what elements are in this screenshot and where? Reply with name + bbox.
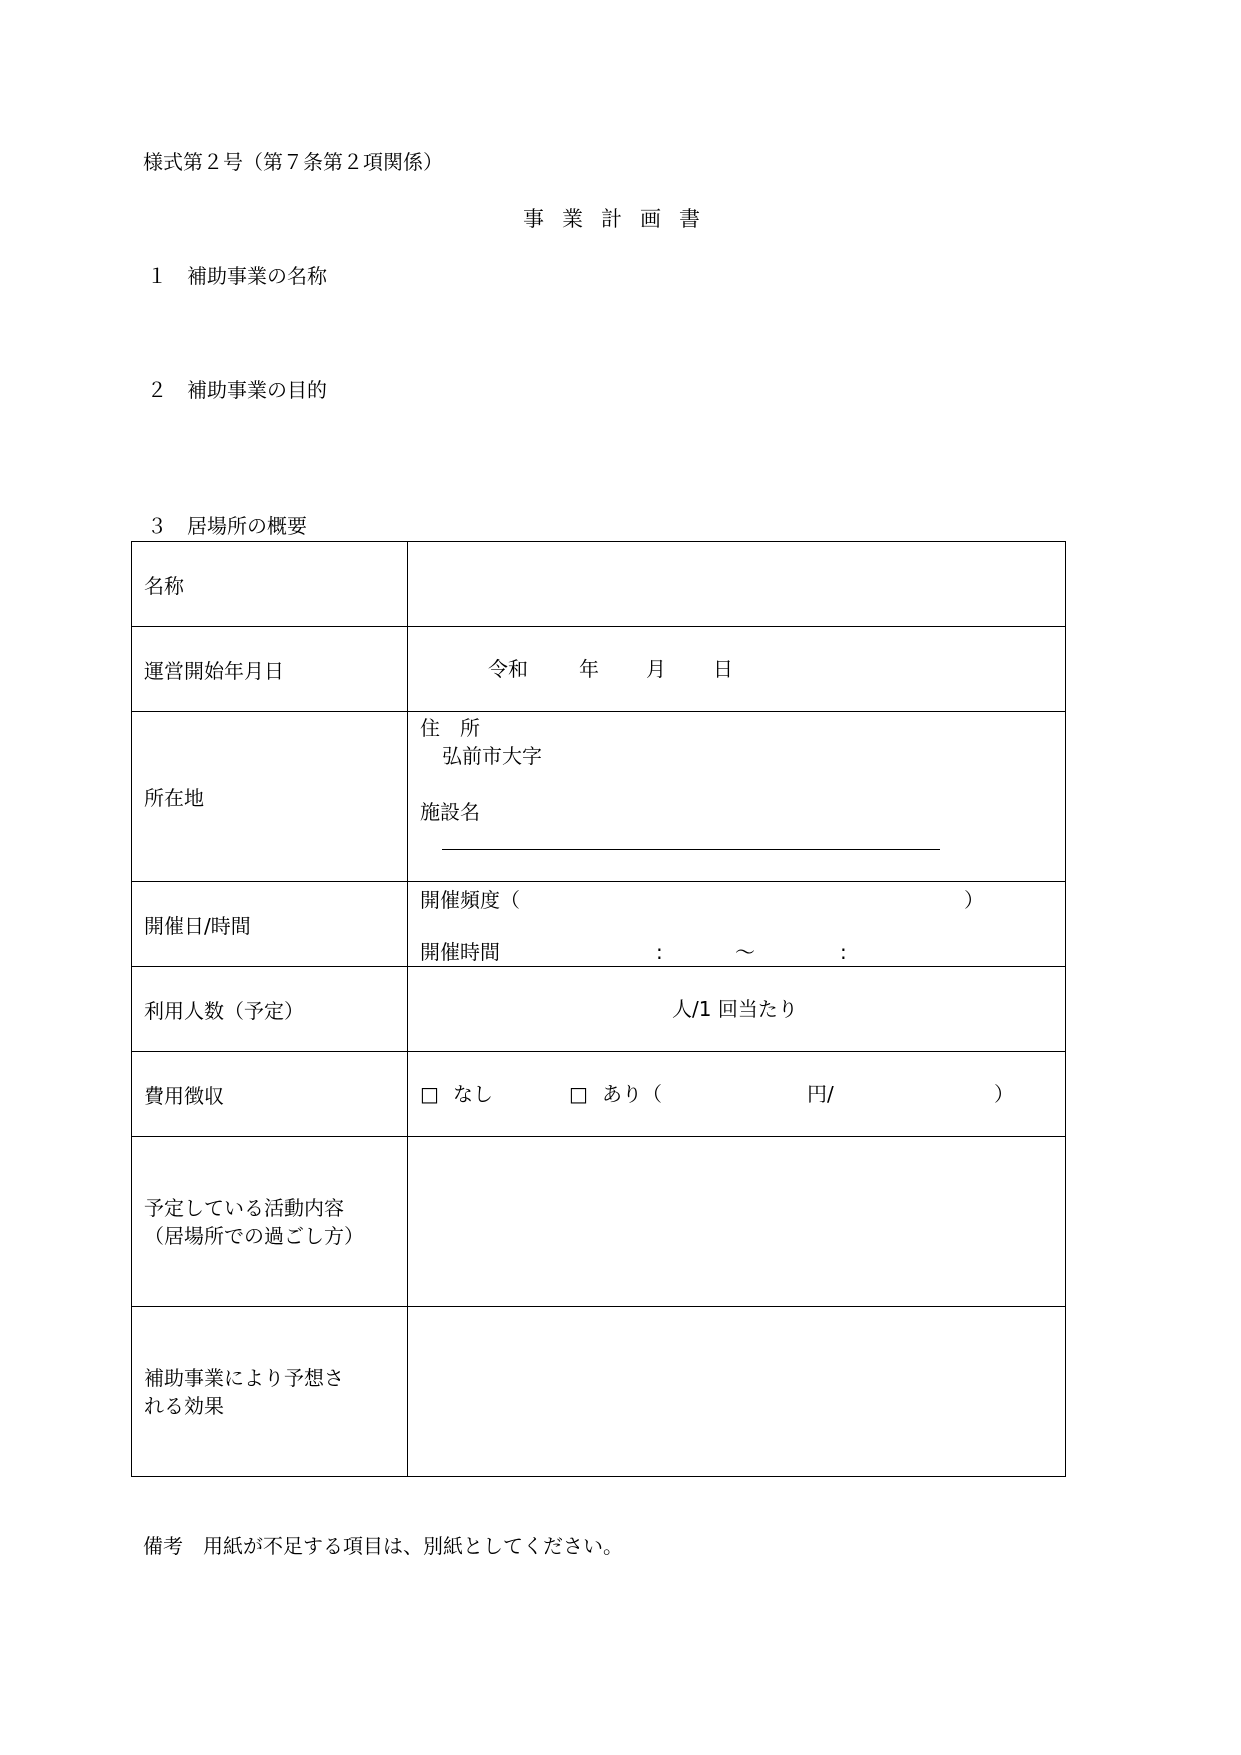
fee-none-checkbox[interactable]: □: [420, 1082, 439, 1106]
users-label: 利用人数（予定）: [132, 967, 408, 1052]
fee-yen-label: 円/: [807, 1082, 834, 1106]
name-label: 名称: [132, 542, 408, 627]
section-label: 補助事業の名称: [187, 264, 327, 288]
location-cell[interactable]: [408, 712, 1066, 882]
section-number: ３: [147, 514, 167, 538]
activities-cell[interactable]: [408, 1137, 1066, 1307]
month-text: 月: [646, 657, 666, 681]
facility-label: 施設名: [420, 800, 480, 824]
form-number: 様式第２号（第７条第２項関係）: [143, 150, 443, 174]
start-date-label: 運営開始年月日: [132, 627, 408, 712]
frequency-close: ）: [964, 888, 984, 912]
time-tilde: 〜: [735, 940, 755, 964]
users-cell[interactable]: [408, 967, 1066, 1052]
era-text: 令和: [488, 657, 528, 681]
facility-name-line: [442, 849, 940, 850]
row-effects: [132, 1307, 1066, 1477]
year-text: 年: [579, 657, 599, 681]
start-date-cell[interactable]: [408, 627, 1066, 712]
day-text: 日: [713, 657, 733, 681]
overview-table: [131, 541, 1066, 1477]
address-label: 住 所: [420, 716, 480, 740]
row-activities: [132, 1137, 1066, 1307]
section-label: 居場所の概要: [187, 514, 307, 538]
address-value: 弘前市大字: [442, 744, 542, 768]
row-location: [132, 712, 1066, 882]
document-title: 事業計画書: [523, 207, 718, 231]
fee-yes-label: あり（: [602, 1082, 662, 1106]
row-start-date: [132, 627, 1066, 712]
location-label: 所在地: [132, 712, 408, 882]
row-fee: [132, 1052, 1066, 1137]
frequency-label: 開催頻度（: [420, 888, 520, 912]
time-label: 開催時間: [420, 940, 500, 964]
section-number: ２: [147, 378, 167, 402]
fee-close: ）: [994, 1082, 1014, 1106]
fee-yes-checkbox[interactable]: □: [569, 1082, 588, 1106]
time-colon-end: :: [840, 940, 847, 964]
effects-label-line2: れる効果: [144, 1393, 224, 1418]
row-name: [132, 542, 1066, 627]
fee-cell: [408, 1052, 1066, 1137]
effects-cell[interactable]: [408, 1307, 1066, 1477]
section-label: 補助事業の目的: [187, 378, 327, 402]
activities-label-line1: 予定している活動内容: [144, 1195, 344, 1220]
section-2-heading: [147, 380, 327, 400]
section-3-heading: [147, 516, 307, 536]
effects-label: [132, 1307, 408, 1477]
section-number: １: [147, 264, 167, 288]
schedule-cell[interactable]: [408, 882, 1066, 967]
effects-label-line1: 補助事業により予想さ: [144, 1365, 344, 1390]
row-users: [132, 967, 1066, 1052]
name-value-cell[interactable]: [408, 542, 1066, 627]
row-schedule: [132, 882, 1066, 967]
schedule-label: 開催日/時間: [132, 882, 408, 967]
activities-label: [132, 1137, 408, 1307]
remarks-note: 備考 用紙が不足する項目は、別紙としてください。: [143, 1534, 623, 1558]
fee-none-label: なし: [453, 1082, 493, 1106]
fee-label: 費用徴収: [132, 1052, 408, 1137]
time-colon-start: :: [656, 940, 663, 964]
section-1-heading: [147, 266, 327, 286]
users-value: 人/1 回当たり: [672, 997, 798, 1021]
activities-label-line2: （居場所での過ごし方）: [144, 1223, 364, 1248]
